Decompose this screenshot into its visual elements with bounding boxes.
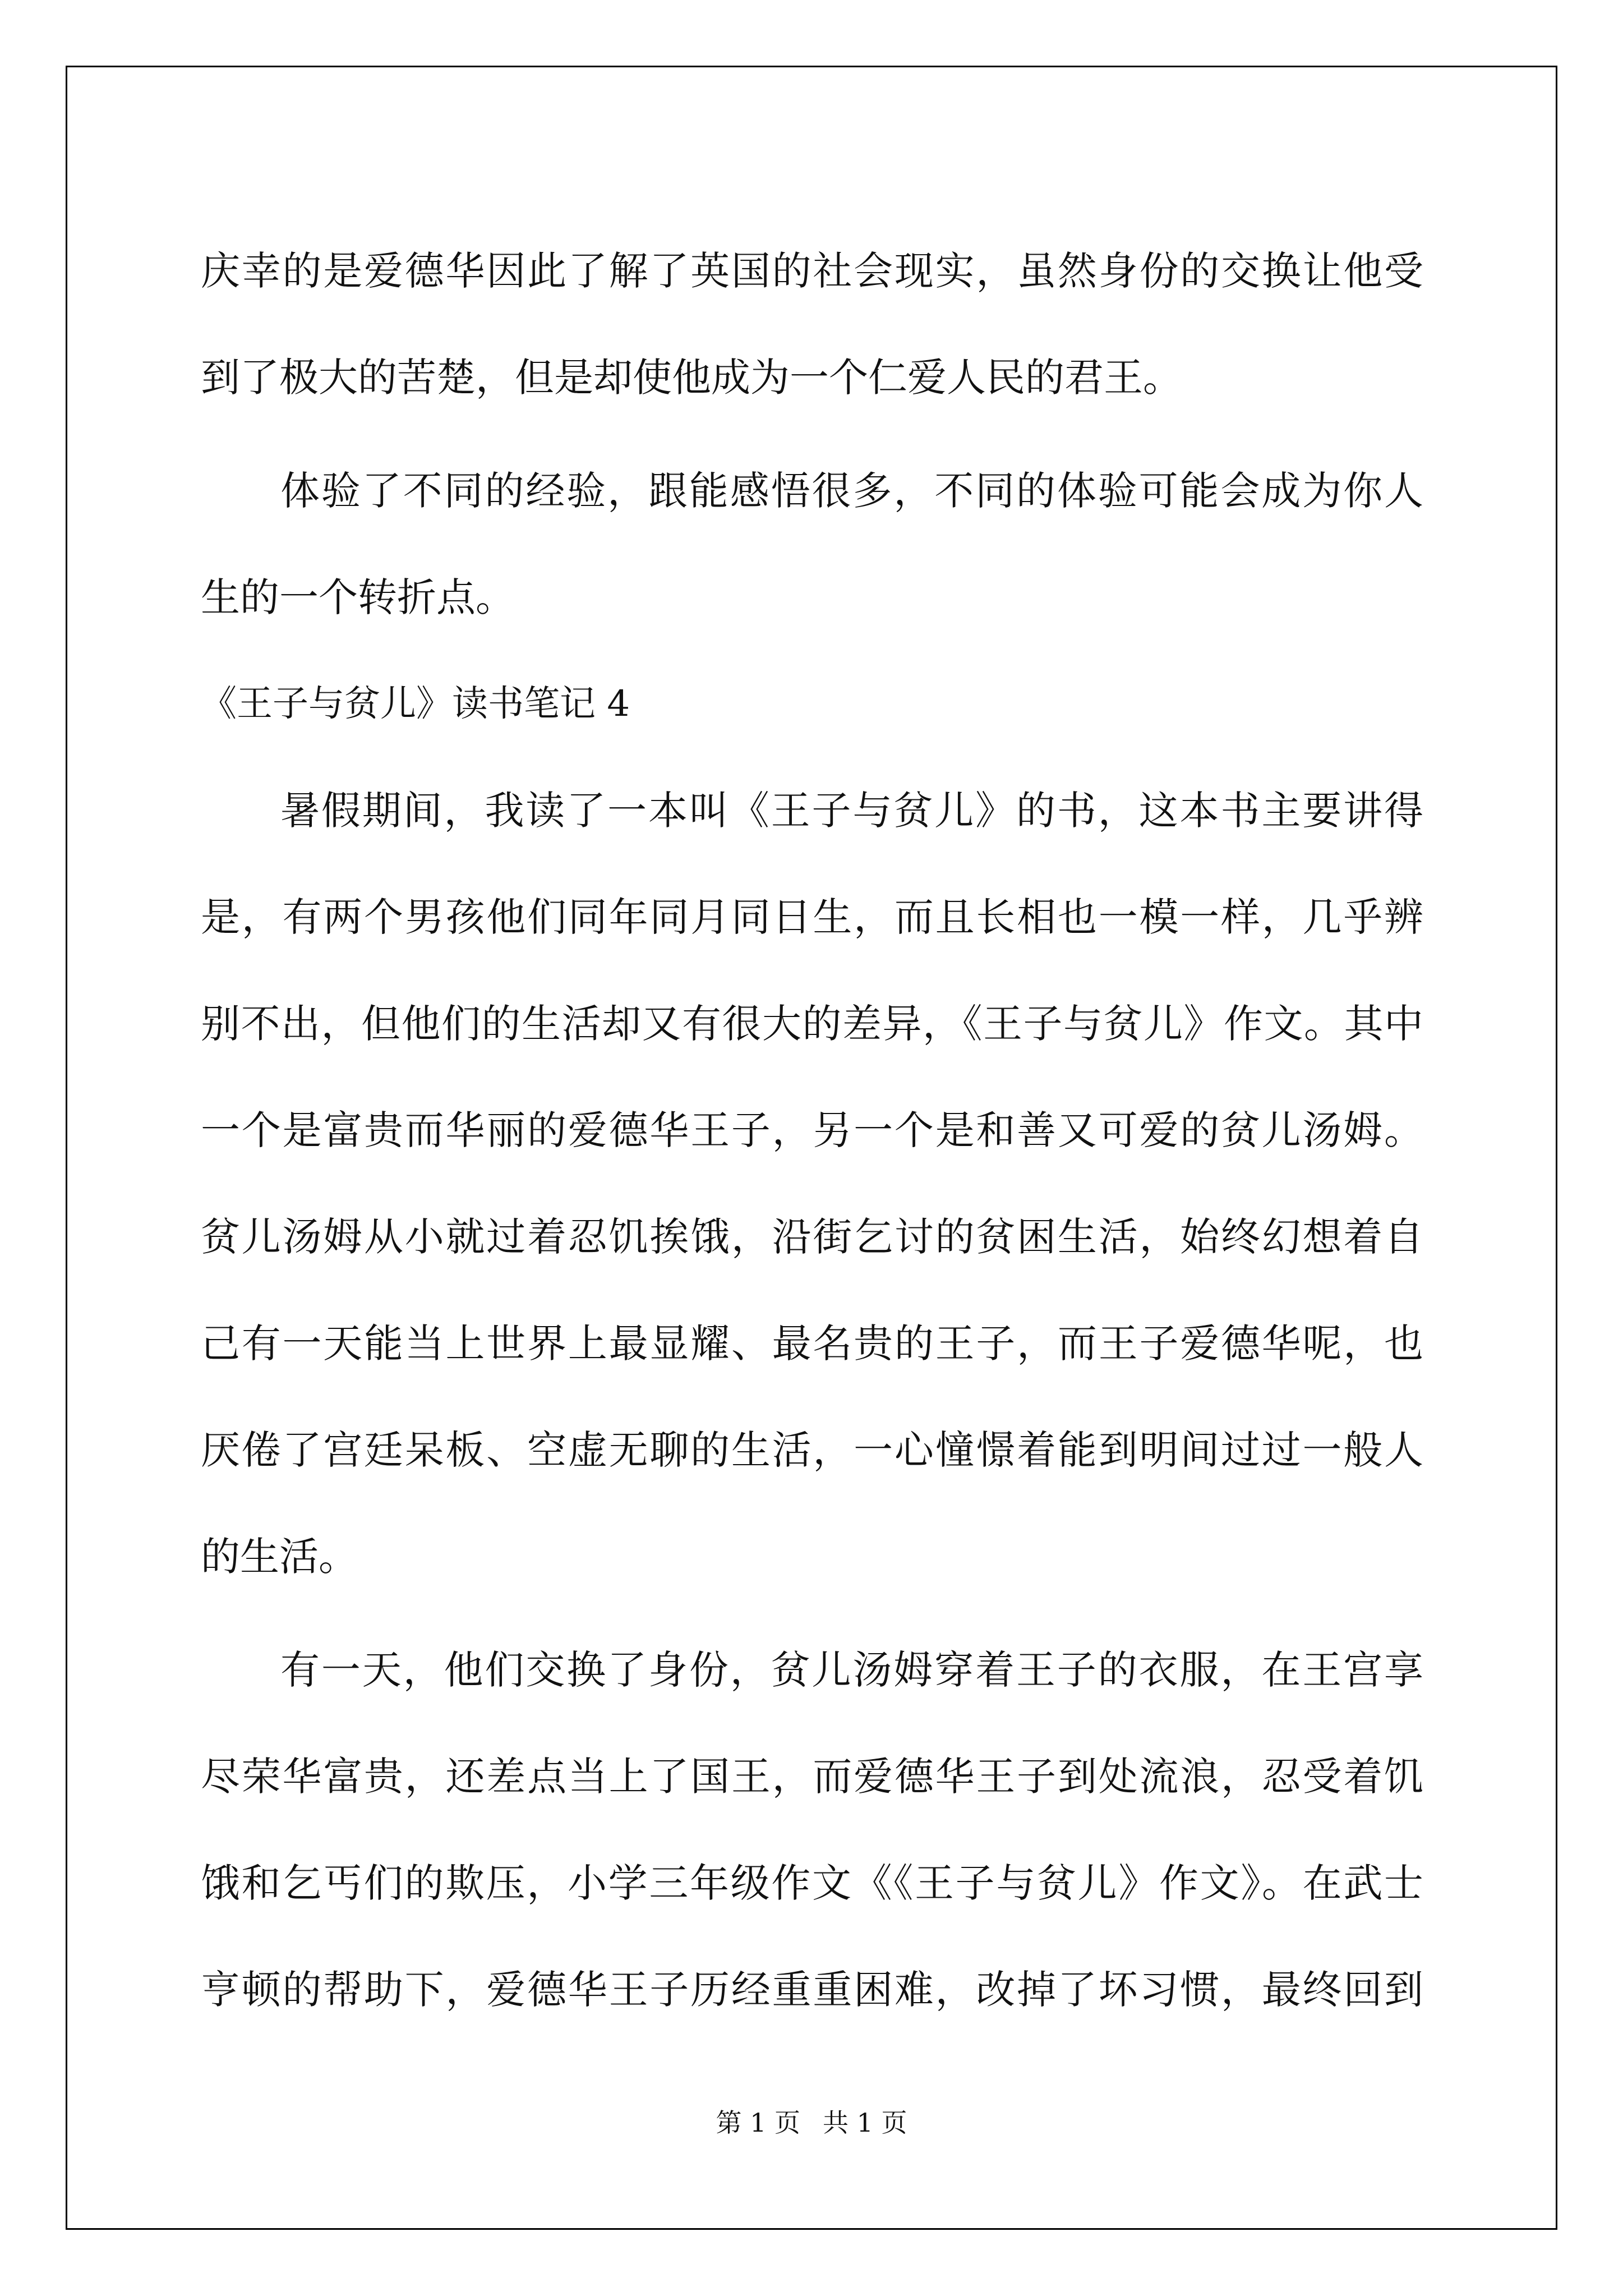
text-line: 饿和乞丐们的欺压，小学三年级作文《《王子与贫儿》作文》。在武士 [201,1860,1423,1906]
text-line: 己有一天能当上世界上最显耀、最名贵的王子，而王子爱德华呢，也 [201,1320,1423,1366]
text-line: 一个是富贵而华丽的爱德华王子，另一个是和善又可爱的贫儿汤姆。 [201,1107,1423,1153]
document-body [201,218,1423,2043]
text-line: 别不出，但他们的生活却又有很大的差异，《王子与贫儿》作文。其中 [201,1001,1423,1047]
section-heading: 《王子与贫儿》读书笔记 4 [201,683,630,725]
page-total: 共 1 页 [823,2108,907,2138]
text-line: 贫儿汤姆从小就过着忍饥挨饿，沿街乞讨的贫困生活，始终幻想着自 [201,1214,1423,1260]
page-number: 第 1 页 [716,2108,800,2138]
page-footer [0,2102,1623,2139]
paragraph [201,438,1423,651]
text-line: 亨顿的帮助下，爱德华王子历经重重困难，改掉了坏习惯，最终回到 [201,1967,1423,2013]
text-line: 体验了不同的经验，跟能感悟很多，不同的体验可能会成为你人 [280,468,1423,514]
text-line: 庆幸的是爱德华因此了解了英国的社会现实，虽然身份的交换让他受 [201,248,1423,294]
text-line: 的生活。 [201,1534,358,1580]
text-line: 是，有两个男孩他们同年同月同日生，而且长相也一模一样，几乎辨 [201,894,1423,940]
text-line: 有一天，他们交换了身份，贫儿汤姆穿着王子的衣服，在王宫享 [280,1647,1423,1693]
text-line: 暑假期间，我读了一本叫《王子与贫儿》的书，这本书主要讲得 [280,788,1423,834]
text-line: 尽荣华富贵，还差点当上了国王，而爱德华王子到处流浪，忍受着饥 [201,1754,1423,1800]
text-line: 到了极大的苦楚，但是却使他成为一个仁爱人民的君王。 [201,355,1182,401]
paragraph [201,1617,1423,2043]
paragraph [201,757,1423,1610]
paragraph [201,218,1423,431]
text-line: 生的一个转折点。 [201,574,515,620]
text-line: 厌倦了宫廷呆板、空虚无聊的生活，一心憧憬着能到明间过过一般人 [201,1427,1423,1473]
